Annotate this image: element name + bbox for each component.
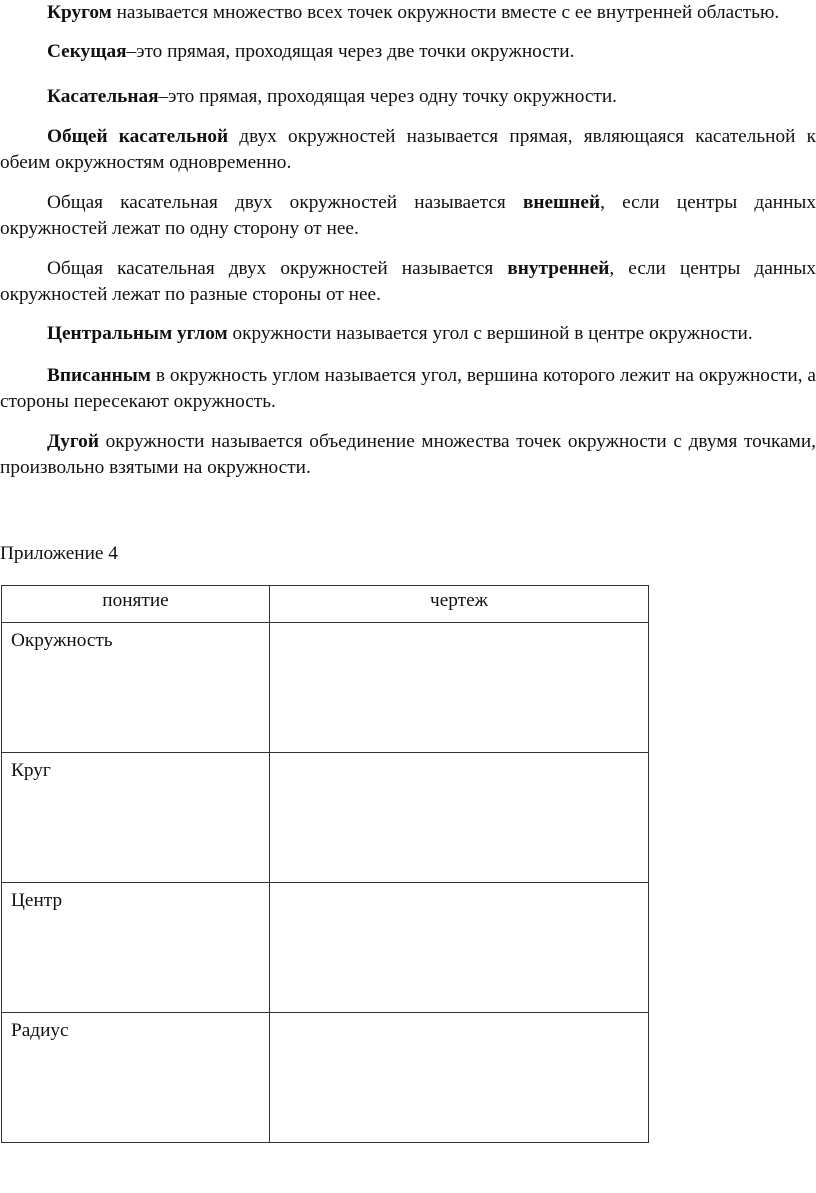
definition-external-tangent bbox=[0, 190, 816, 242]
term: Общей касательной bbox=[47, 126, 229, 147]
definition-text: окружности называется угол с вершиной в центре окружности. bbox=[227, 323, 753, 344]
definition-text: , если центры данных окружностей лежат по одну сторону от нее. bbox=[0, 192, 816, 239]
definition-tangent bbox=[0, 84, 816, 110]
concept-cell: Центр bbox=[2, 883, 270, 1013]
term: Вписанным bbox=[47, 365, 151, 386]
definition-prefix: Общая касательная двух окружностей называется bbox=[47, 192, 523, 213]
definition-arc bbox=[0, 429, 816, 481]
concepts-table bbox=[1, 585, 649, 1143]
definition-common-tangent bbox=[0, 124, 816, 176]
term: Секущая bbox=[47, 41, 127, 62]
definition-inscribed-angle bbox=[0, 363, 816, 415]
concept-cell: Круг bbox=[2, 753, 270, 883]
table-row bbox=[2, 883, 649, 1013]
table-row bbox=[2, 1013, 649, 1143]
term: внутренней bbox=[507, 258, 610, 279]
definition-central-angle bbox=[0, 321, 816, 347]
term: Кругом bbox=[47, 2, 112, 23]
concept-cell: Радиус bbox=[2, 1013, 270, 1143]
definition-secant bbox=[0, 39, 816, 65]
definition-text: –это прямая, проходящая через две точки окружности. bbox=[126, 41, 575, 62]
header-concept: понятие bbox=[2, 586, 270, 623]
table-row bbox=[2, 753, 649, 883]
definition-text: окружности называется объединение множества точек окружности с двумя точками, произвольно взятыми на окружности. bbox=[0, 431, 816, 478]
definition-text: , если центры данных окружностей лежат по разные стороны от нее. bbox=[0, 258, 816, 305]
definition-text: –это прямая, проходящая через одну точку окружности. bbox=[158, 86, 617, 107]
drawing-cell bbox=[270, 623, 649, 753]
table-row bbox=[2, 623, 649, 753]
concept-cell: Окружность bbox=[2, 623, 270, 753]
term: Касательная bbox=[47, 86, 159, 107]
definition-text: называется множество всех точек окружности вместе с ее внутренней областью. bbox=[111, 2, 780, 23]
term: внешней bbox=[522, 192, 601, 213]
term: Центральным углом bbox=[47, 323, 228, 344]
term: Дугой bbox=[47, 431, 99, 452]
header-drawing: чертеж bbox=[270, 586, 649, 623]
definition-internal-tangent bbox=[0, 256, 816, 308]
drawing-cell bbox=[270, 1013, 649, 1143]
definition-prefix: Общая касательная двух окружностей называется bbox=[47, 258, 508, 279]
definition-text: двух окружностей называется прямая, являющаяся касательной к обеим окружностям одновременно. bbox=[0, 126, 816, 173]
drawing-cell bbox=[270, 883, 649, 1013]
definition-circle-area bbox=[0, 0, 816, 26]
table-header-row bbox=[2, 586, 649, 623]
appendix-title: Приложение 4 bbox=[0, 543, 118, 564]
definition-text: в окружность углом называется угол, вершина которого лежит на окружности, а стороны пересекают окружность. bbox=[0, 365, 816, 412]
drawing-cell bbox=[270, 753, 649, 883]
